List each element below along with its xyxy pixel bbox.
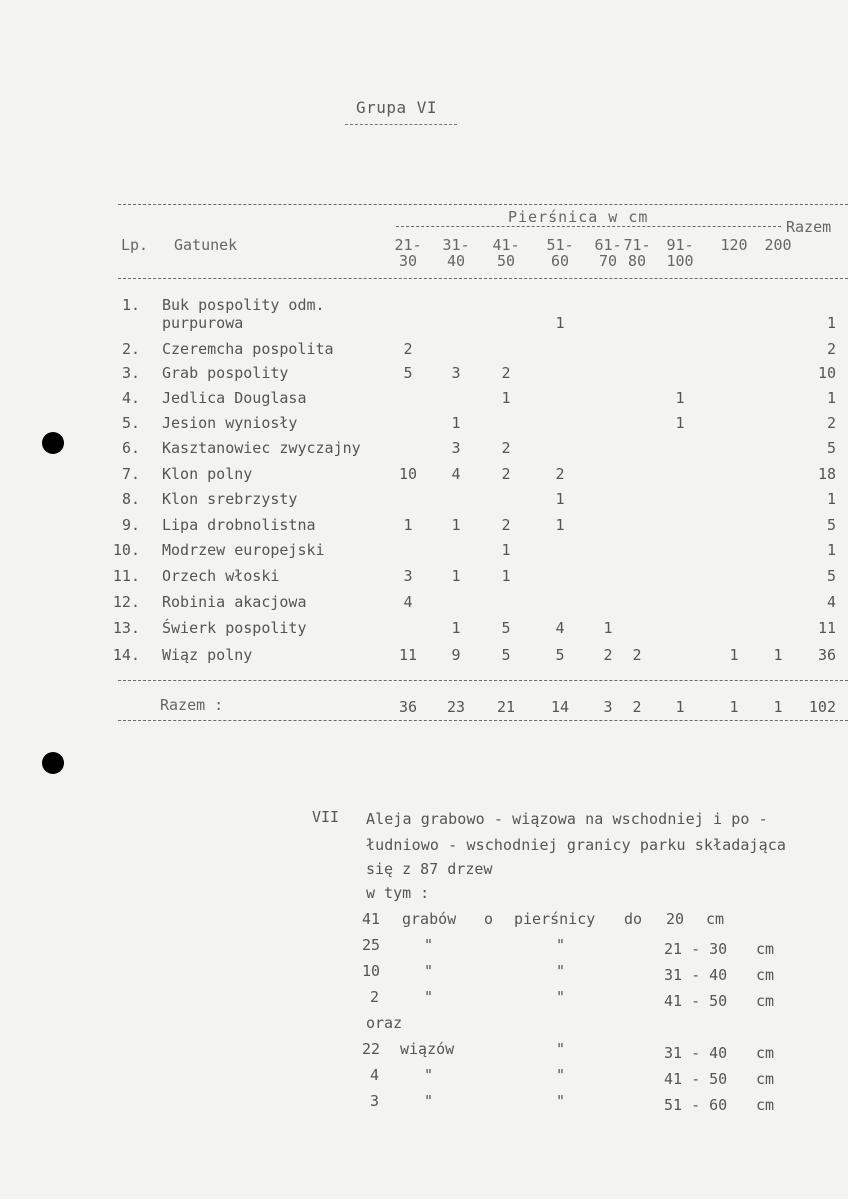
row-total: 1 [826,314,836,332]
range-header-bottom: 30 [398,252,418,270]
grab-count: 10 [362,962,381,980]
range-header-top: 31- [442,236,470,254]
table-cell: 1 [501,567,511,585]
row-total: 18 [817,465,836,483]
table-cell: 2 [632,646,642,664]
grab-label: pierśnicy [514,910,596,928]
range-header-top: 200 [764,236,792,254]
table-cell: 2 [501,439,511,457]
table-cell: 2 [403,340,413,358]
table-cell: 4 [451,465,461,483]
row-total: 5 [826,439,836,457]
row-lp: 8. [121,490,140,508]
header-piersnica: Pierśnica w cm [508,208,649,226]
row-species-name: Świerk pospolity [162,619,307,637]
table-cell: 1 [451,516,461,534]
grab-range: 41 - 50 [664,992,728,1010]
row-species-name: Jesion wyniosły [162,414,298,432]
grab-range: 31 - 40 [664,966,728,984]
row-total: 36 [817,646,836,664]
summary-cell: 14 [550,698,570,716]
grab-unit: cm [756,966,775,984]
row-lp: 14. [112,646,140,664]
table-cell: 1 [501,389,511,407]
wiaz-unit: cm [756,1070,775,1088]
table-cell: 2 [555,465,565,483]
wiaz-count: 3 [370,1092,380,1110]
row-species-name: Buk pospolity odm. [162,296,325,314]
table-cell: 2 [603,646,613,664]
range-header-top: 61- [594,236,622,254]
punch-hole-top [42,432,64,454]
summary-cell: 3 [603,698,613,716]
row-species-name: Lipa drobnolistna [162,516,316,534]
row-lp: 9. [121,516,140,534]
section-line-2: łudniowo - wschodniej granicy parku składająca [366,836,787,854]
row-species-name: Robinia akacjowa [162,593,307,611]
table-cell: 1 [501,541,511,559]
wiaz-unit: cm [756,1044,775,1062]
grab-label: " [556,988,566,1006]
row-lp: 13. [112,619,140,637]
grab-label: " [556,962,566,980]
row-species-name: Grab pospolity [162,364,289,382]
wiaz-label: " [556,1040,566,1058]
grab-range: 20 [666,910,685,928]
header-gatunek: Gatunek [174,236,238,254]
grab-range: 21 - 30 [664,940,728,958]
table-cell: 1 [555,314,565,332]
range-header-top: 91- [666,236,694,254]
summary-cell: 23 [446,698,466,716]
header-razem: Razem [786,218,832,236]
table-cell: 10 [398,465,418,483]
table-cell: 2 [501,465,511,483]
table-cell: 5 [501,619,511,637]
row-total: 1 [826,490,836,508]
wiaz-label: " [556,1066,566,1084]
range-header-top: 41- [492,236,520,254]
row-species-name: Wiąz polny [162,646,253,664]
row-total: 1 [826,541,836,559]
grab-unit: cm [706,910,725,928]
summary-cell: 36 [398,698,418,716]
section-line-3: się z 87 drzew [366,860,493,878]
wiaz-label: " [556,1092,566,1110]
wiaz-species: " [424,1066,434,1084]
row-lp: 7. [121,465,140,483]
row-total: 5 [826,567,836,585]
header-bottom-rule [118,278,848,279]
wiaz-range: 51 - 60 [664,1096,728,1114]
range-header-top: 71- [623,236,651,254]
grab-species: " [424,936,434,954]
row-total: 2 [826,340,836,358]
title-underline [345,124,457,125]
section-line-1: Aleja grabowo - wiązowa na wschodniej i po - [366,810,768,828]
summary-cell: 21 [496,698,516,716]
table-cell: 1 [555,516,565,534]
summary-cell: 1 [675,698,685,716]
grab-species: " [424,988,434,1006]
grab-species: grabów [402,910,457,928]
table-cell: 1 [555,490,565,508]
row-total: 2 [826,414,836,432]
table-top-rule [118,204,848,205]
row-species-name: Czeremcha pospolita [162,340,334,358]
table-cell: 1 [451,414,461,432]
wiaz-count: 4 [370,1066,380,1084]
table-cell: 3 [403,567,413,585]
wiaz-species: wiązów [400,1040,455,1058]
range-header-bottom: 80 [627,252,647,270]
table-cell: 1 [675,389,685,407]
row-species-name: Orzech włoski [162,567,280,585]
summary-bottom-rule [118,720,848,721]
row-total: 10 [817,364,836,382]
row-species-name: Kasztanowiec zwyczajny [162,439,361,457]
range-header-top: 51- [546,236,574,254]
table-cell: 1 [773,646,783,664]
grab-unit: cm [756,940,775,958]
row-lp: 6. [121,439,140,457]
grab-label: " [556,936,566,954]
row-species-name: Klon polny [162,465,253,483]
punch-hole-bottom [42,752,64,774]
table-cell: 1 [675,414,685,432]
summary-label: Razem : [160,696,224,714]
grab-count: 25 [362,936,381,954]
section-line-4: w tym : [366,884,430,902]
row-lp: 5. [121,414,140,432]
range-header-bottom: 50 [496,252,516,270]
row-lp: 3. [121,364,140,382]
grab-species: " [424,962,434,980]
table-cell: 9 [451,646,461,664]
grab-prep: do [624,910,643,928]
table-cell: 3 [451,364,461,382]
table-cell: 11 [398,646,418,664]
row-lp: 12. [112,593,140,611]
table-cell: 2 [501,364,511,382]
grab-unit: cm [756,992,775,1010]
table-cell: 1 [403,516,413,534]
table-cell: 4 [555,619,565,637]
wiaz-unit: cm [756,1096,775,1114]
range-header-top: 21- [394,236,422,254]
row-species-name: Klon srebrzysty [162,490,298,508]
grab-count: 2 [370,988,380,1006]
row-total: 4 [826,593,836,611]
wiaz-species: " [424,1092,434,1110]
grab-of: o [484,910,494,928]
header-group-rule [396,226,781,227]
summary-cell: 1 [729,698,739,716]
summary-total: 102 [808,698,836,716]
wiaz-count: 22 [362,1040,381,1058]
row-species-name-cont: purpurowa [162,314,244,332]
table-cell: 1 [451,619,461,637]
range-header-bottom: 40 [446,252,466,270]
table-cell: 5 [555,646,565,664]
wiaz-range: 31 - 40 [664,1044,728,1062]
range-header-top: 120 [720,236,748,254]
header-lp: Lp. [121,236,149,254]
grab-count: 41 [362,910,381,928]
table-cell: 4 [403,593,413,611]
row-species-name: Jedlica Douglasa [162,389,307,407]
table-cell: 5 [501,646,511,664]
table-cell: 3 [451,439,461,457]
row-lp: 4. [121,389,140,407]
row-lp: 2. [121,340,140,358]
range-header-bottom: 70 [598,252,618,270]
row-lp: 1. [121,296,140,314]
row-total: 11 [817,619,836,637]
row-lp: 11. [112,567,140,585]
range-header-bottom: 60 [550,252,570,270]
row-lp: 10. [112,541,140,559]
summary-cell: 1 [773,698,783,716]
summary-cell: 2 [632,698,642,716]
oraz-label: oraz [366,1014,403,1032]
table-cell: 2 [501,516,511,534]
summary-top-rule [118,680,848,681]
table-cell: 1 [603,619,613,637]
table-cell: 1 [451,567,461,585]
section-number: VII [312,808,340,826]
range-header-bottom: 100 [666,252,694,270]
page-title: Grupa VI [356,98,438,117]
wiaz-range: 41 - 50 [664,1070,728,1088]
row-species-name: Modrzew europejski [162,541,325,559]
table-cell: 5 [403,364,413,382]
row-total: 1 [826,389,836,407]
table-cell: 1 [729,646,739,664]
row-total: 5 [826,516,836,534]
